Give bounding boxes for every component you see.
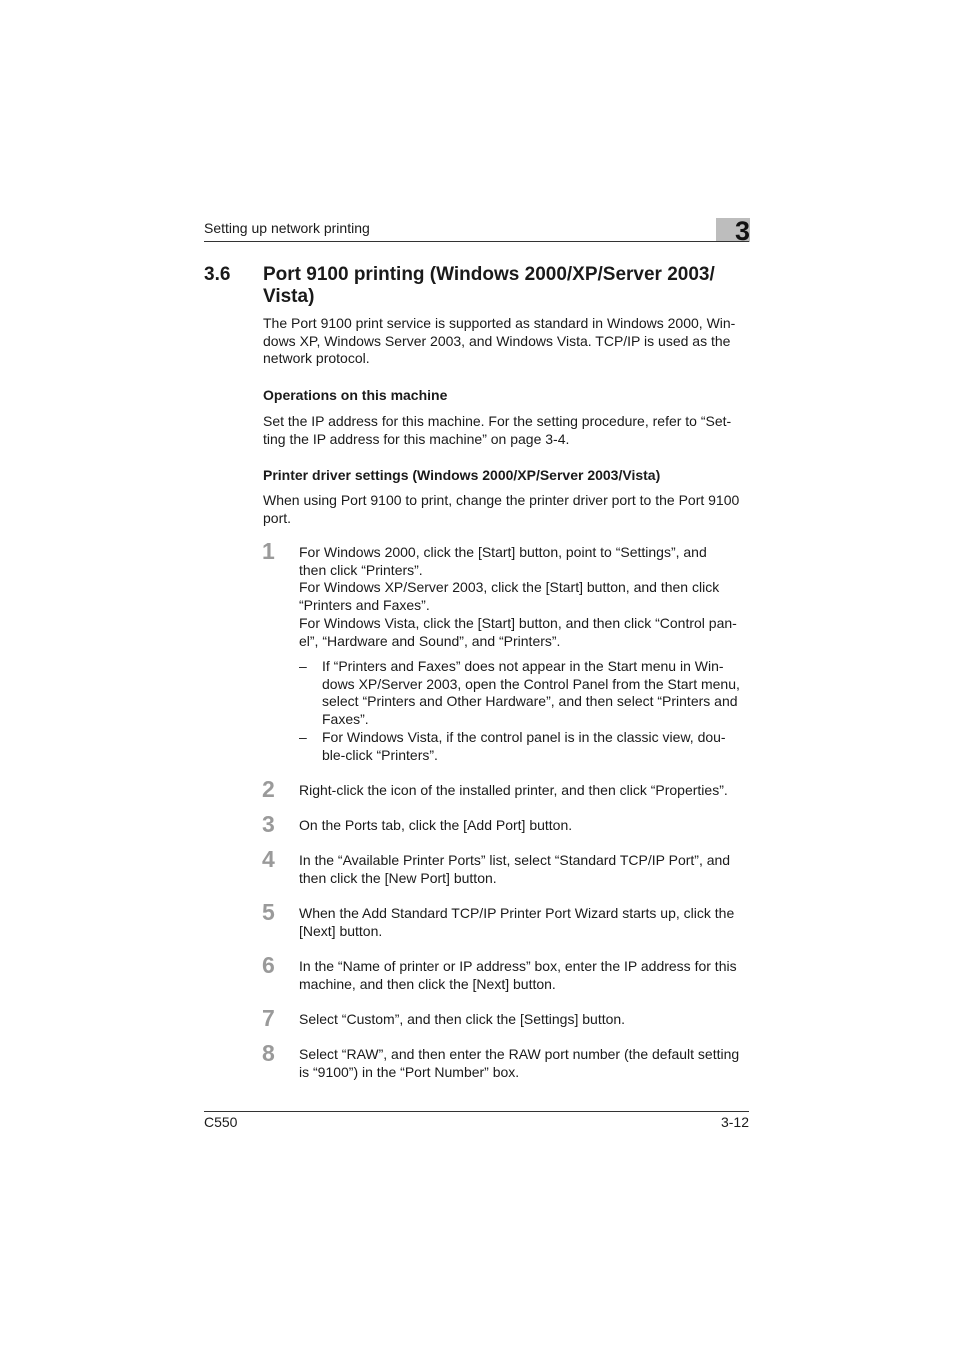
bullet-dash: – [299,658,307,674]
step-text [299,544,751,650]
step-number: 4 [262,846,275,872]
text-line: [Next] button. [299,922,383,939]
step-number: 6 [262,952,275,978]
step-text [299,782,751,800]
chapter-number: 3 [734,216,750,246]
header-divider [204,241,749,242]
step-number: 7 [262,1005,275,1031]
text-line: ting the IP address for this machine” on page 3-4. [263,430,570,447]
step-number: 1 [262,538,275,564]
text-line: network protocol. [263,350,370,367]
text-line: Select “Custom”, and then click the [Settings] button. [299,1011,626,1027]
text-line: ble-click “Printers”. [322,746,438,763]
text-line: el”, “Hardware and Sound”, and “Printers”. [299,632,561,649]
text-line: For Windows 2000, click the [Start] button, point to “Settings”, and [299,544,707,560]
step-text [299,817,751,835]
section-title [263,264,753,308]
text-line: is “9100”) in the “Port Number” box. [299,1063,520,1080]
text-line: port. [263,509,292,526]
text-line: machine, and then click the [Next] button. [299,975,556,992]
text-line: In the “Available Printer Ports” list, select “Standard TCP/IP Port”, and [299,852,731,868]
section-number: 3.6 [204,264,231,285]
step-number: 2 [262,776,275,802]
text-line: When using Port 9100 to print, change the printer driver port to the Port 9100 [263,492,740,508]
step-text [299,1011,751,1029]
step-text [299,905,751,940]
text-line: Select “RAW”, and then enter the RAW port number (the default setting [299,1046,740,1062]
text-line: dows XP/Server 2003, open the Control Panel from the Start menu, [322,675,740,692]
intro-paragraph [263,315,751,368]
text-line: When the Add Standard TCP/IP Printer Port Wizard starts up, click the [299,905,735,921]
footer-page-number: 3-12 [720,1114,749,1130]
step-text [299,852,751,887]
text-line: then click the [New Port] button. [299,869,497,886]
operations-paragraph [263,413,751,448]
step-number: 5 [262,899,275,925]
section-title-line: Vista) [263,286,315,307]
text-line: In the “Name of printer or IP address” box, enter the IP address for this [299,958,737,974]
step-number: 3 [262,811,275,837]
text-line: Right-click the icon of the installed printer, and then click “Properties”. [299,782,728,798]
running-header-title: Setting up network printing [204,220,370,236]
text-line: Set the IP address for this machine. For the setting procedure, refer to “Set- [263,413,732,429]
driver-settings-heading: Printer driver settings (Windows 2000/XP/Server 2003/Vista) [263,467,661,483]
text-line: For Windows Vista, if the control panel is in the classic view, dou- [322,729,726,745]
operations-heading: Operations on this machine [263,387,448,403]
text-line: dows XP, Windows Server 2003, and Windows Vista. TCP/IP is used as the [263,332,731,349]
bullet-dash: – [299,729,307,745]
driver-settings-paragraph [263,492,751,527]
text-line: then click “Printers”. [299,561,423,578]
text-line: “Printers and Faxes”. [299,597,430,614]
section-title-line: Port 9100 printing (Windows 2000/XP/Server 2003/ [263,264,715,285]
text-line: For Windows XP/Server 2003, click the [Start] button, and then click [299,579,720,596]
text-line: Faxes”. [322,711,369,728]
text-line: For Windows Vista, click the [Start] button, and then click “Control pan- [299,614,737,631]
step-text [299,958,751,993]
text-line: On the Ports tab, click the [Add Port] button. [299,817,573,833]
bullet-text [322,729,750,764]
step-text [299,1046,751,1081]
text-line: The Port 9100 print service is supported as standard in Windows 2000, Win- [263,315,736,331]
text-line: select “Printers and Other Hardware”, and then select “Printers and [322,693,738,710]
footer-divider [204,1111,749,1112]
bullet-text [322,658,750,729]
step-number: 8 [262,1040,275,1066]
footer-model: C550 [204,1114,238,1130]
text-line: If “Printers and Faxes” does not appear in the Start menu in Win- [322,658,724,674]
